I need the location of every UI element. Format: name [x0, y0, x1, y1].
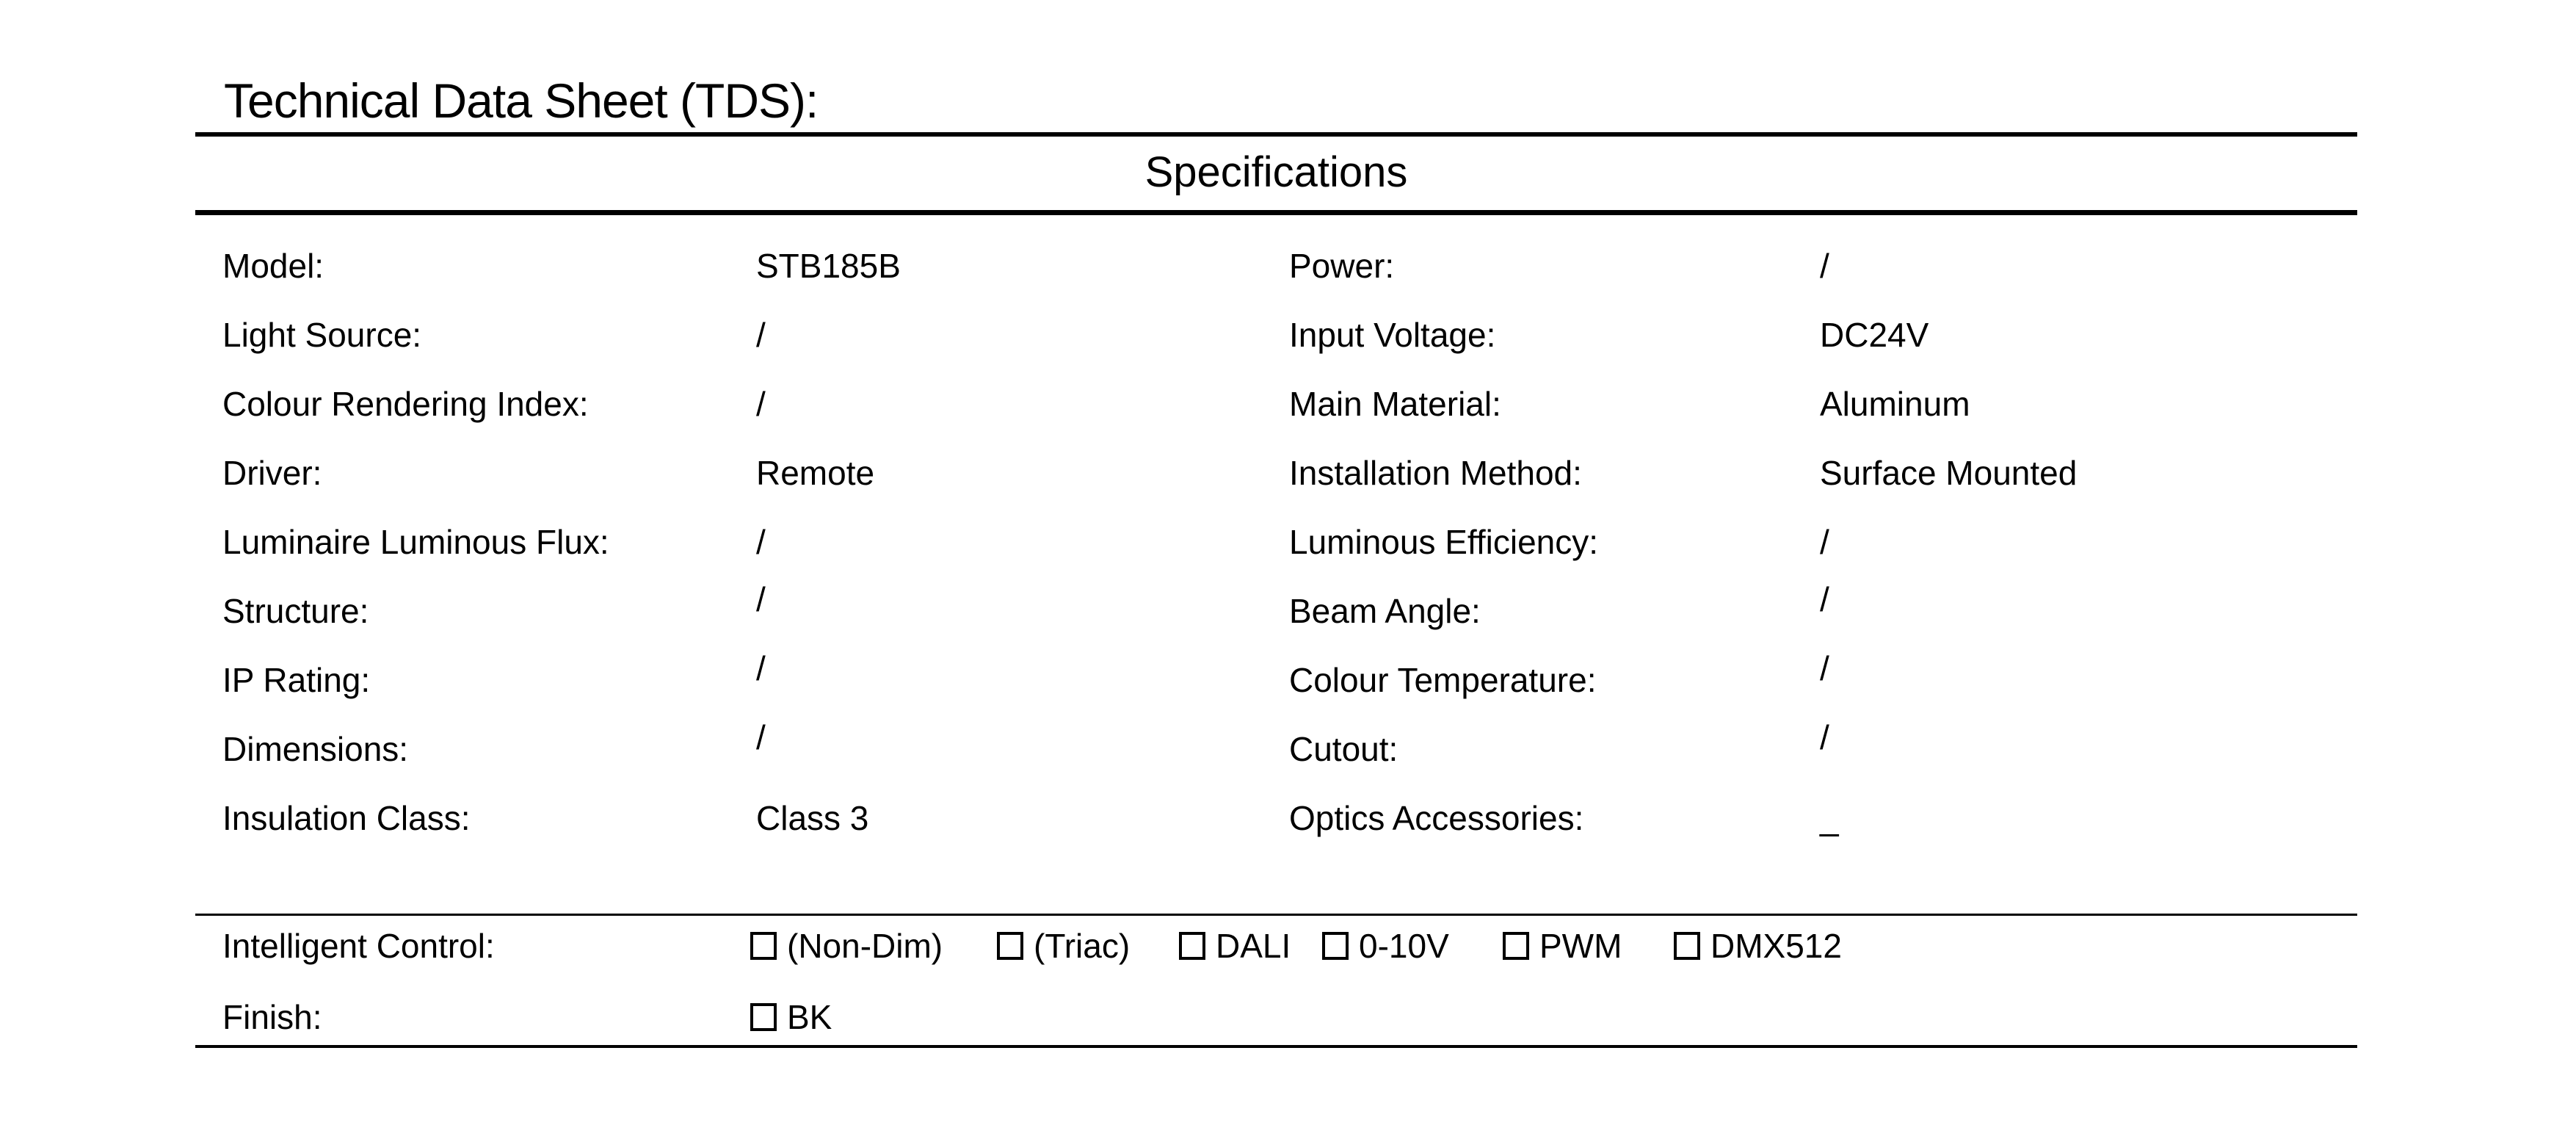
option-non-dim	[750, 925, 943, 966]
spec-label-main-material: Main Material:	[1289, 385, 1501, 423]
checkbox-icon-bk[interactable]	[750, 1003, 777, 1031]
spec-row	[0, 718, 2576, 770]
option-label-non-dim: (Non-Dim)	[787, 927, 943, 965]
intelligent-control-row	[0, 925, 2576, 966]
spec-value-power: /	[1820, 247, 1829, 285]
spec-value-beam-angle: /	[1820, 580, 1829, 618]
spec-value-structure: /	[756, 580, 766, 618]
option-pwm	[1503, 925, 1622, 966]
checkbox-icon-dali[interactable]	[1179, 932, 1205, 960]
intelligent-control-label: Intelligent Control:	[222, 927, 495, 965]
spec-row	[0, 452, 2576, 494]
spec-label-installation-method: Installation Method:	[1289, 454, 1582, 492]
section-divider	[195, 210, 2357, 215]
controls-divider	[195, 914, 2357, 916]
spec-value-colour-temperature: /	[1820, 649, 1829, 687]
section-header: Specifications	[1144, 148, 1408, 196]
option-label-bk: BK	[787, 998, 832, 1036]
option-triac	[997, 925, 1130, 966]
spec-label-dimensions: Dimensions:	[222, 730, 409, 768]
spec-value-luminous-efficiency: /	[1820, 523, 1829, 561]
spec-row	[0, 649, 2576, 701]
spec-value-installation-method: Surface Mounted	[1820, 454, 2078, 492]
spec-value-driver: Remote	[756, 454, 875, 492]
spec-label-input-voltage: Input Voltage:	[1289, 316, 1496, 354]
option-dali	[1179, 925, 1291, 966]
spec-row	[0, 314, 2576, 355]
checkbox-icon-triac[interactable]	[997, 932, 1023, 960]
spec-label-cutout: Cutout:	[1289, 730, 1398, 768]
spec-label-model: Model:	[222, 247, 324, 285]
option-0-10v	[1322, 925, 1449, 966]
spec-label-luminous-efficiency: Luminous Efficiency:	[1289, 523, 1599, 561]
spec-value-luminous-flux: /	[756, 523, 766, 561]
checkbox-icon-0-10v[interactable]	[1322, 932, 1349, 960]
spec-label-ip-rating: IP Rating:	[222, 661, 371, 699]
header-divider	[195, 132, 2357, 137]
spec-value-cutout: /	[1820, 718, 1829, 756]
option-label-pwm: PWM	[1539, 927, 1622, 965]
spec-row	[0, 245, 2576, 286]
option-label-dmx512: DMX512	[1710, 927, 1842, 965]
spec-label-colour-temperature: Colour Temperature:	[1289, 661, 1597, 699]
spec-value-dimensions: /	[756, 718, 766, 756]
bottom-divider	[195, 1045, 2357, 1048]
option-label-dali: DALI	[1216, 927, 1291, 965]
checkbox-icon-non-dim[interactable]	[750, 932, 777, 960]
spec-value-cri: /	[756, 385, 766, 423]
spec-row	[0, 580, 2576, 632]
finish-row	[0, 997, 2576, 1038]
spec-label-cri: Colour Rendering Index:	[222, 385, 589, 423]
checkbox-icon-pwm[interactable]	[1503, 932, 1529, 960]
spec-row	[0, 383, 2576, 424]
option-label-triac: (Triac)	[1034, 927, 1131, 965]
spec-label-power: Power:	[1289, 247, 1395, 285]
spec-row	[0, 521, 2576, 563]
spec-value-ip-rating: /	[756, 649, 766, 687]
spec-value-insulation-class: Class 3	[756, 799, 869, 837]
spec-value-input-voltage: DC24V	[1820, 316, 1929, 354]
spec-label-light-source: Light Source:	[222, 316, 422, 354]
spec-value-optics-accessories: _	[1820, 799, 1839, 837]
spec-label-luminous-flux: Luminaire Luminous Flux:	[222, 523, 609, 561]
spec-label-structure: Structure:	[222, 592, 369, 630]
spec-label-beam-angle: Beam Angle:	[1289, 592, 1481, 630]
option-bk	[750, 997, 832, 1038]
option-label-0-10v: 0-10V	[1359, 927, 1449, 965]
spec-label-driver: Driver:	[222, 454, 322, 492]
checkbox-icon-dmx512[interactable]	[1674, 932, 1700, 960]
spec-value-main-material: Aluminum	[1820, 385, 1970, 423]
spec-value-model: STB185B	[756, 247, 901, 285]
spec-label-insulation-class: Insulation Class:	[222, 799, 471, 837]
spec-value-light-source: /	[756, 316, 766, 354]
spec-row	[0, 798, 2576, 839]
finish-label: Finish:	[222, 998, 322, 1036]
spec-label-optics-accessories: Optics Accessories:	[1289, 799, 1584, 837]
page-title: Technical Data Sheet (TDS):	[224, 73, 819, 128]
option-dmx512	[1674, 925, 1842, 966]
